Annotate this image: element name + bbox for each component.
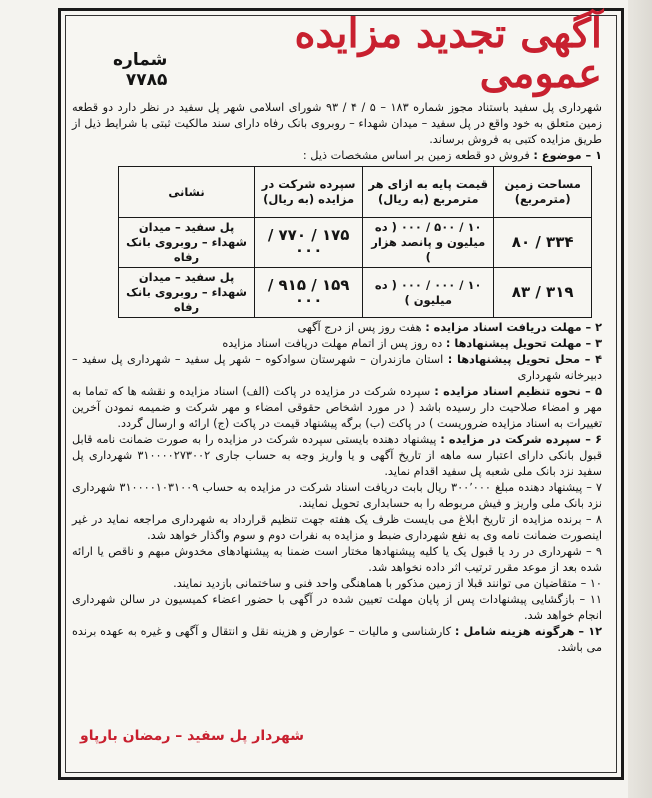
clause-4-text: استان مازندران – شهرستان سوادکوه – شهر پل سفید – شهرداری پل سفید – دبیرخانه شهرداری [72,353,602,382]
clause-5-text: سپرده شرکت در مزایده در پاکت (الف) اسناد مزایده و نقشه ها که تماما به مهر و امضاء صلاحیت دار رسیده باشد ( در مورد اشخاص حقوقی امضاء و مهر شرکت و ضمیمه نمودن آخرین تغییرات به اسناد مزایده ضروریست ) در پاکت (ب) برگه پیشنهاد قیمت در پاکت (ج) ارائه و ارسال گردد. [72,385,602,430]
table-header-area: مساحت زمین (مترمربع) [494,167,592,218]
clause-11: ۱۱ – بازگشایی پیشنهادات پس از پایان مهلت تعیین شده در آگهی با حضور اعضاء کمیسیون در سالن شهرداری انجام خواهد شد. [72,593,602,622]
table-cell-area: ۳۳۴ / ۸۰ [494,218,592,268]
clause-4 [72,352,602,384]
table-row [119,268,592,318]
clause-12 [72,624,602,656]
clause-10: ۱۰ – متقاضیان می توانند قبلا از زمین مذکور با هماهنگی واحد فنی و ساختمانی بازدید نمایند. [173,577,602,590]
clause-5-label: ۵ – نحوه تنظیم اسناد مزایده : [434,385,603,398]
table-header-address: نشانی [119,167,255,218]
clause-6-label: ۶ – سپرده شرکت در مزایده : [440,433,602,446]
land-table [118,166,592,318]
clause-3 [72,336,602,352]
clause-3-text: ده روز پس از اتمام مهلت دریافت اسناد مزایده [222,337,443,350]
clause-subject-label: ۱ – موضوع : [533,149,602,162]
table-cell-deposit: ۱۵۹ / ۹۱۵ / ۰۰۰ [255,268,363,318]
notice-header [70,10,602,97]
table-header-row [119,167,592,218]
clause-7: ۷ – پیشنهاد دهنده مبلغ ۳۰۰٬۰۰۰ ریال بابت دریافت اسناد شرکت در مزایده به حساب ۳۱۰۰۰۰۱۰۳۱۰۰۹ شهرداری نزد بانک ملی واریز و فیش مربوطه را به حسابداری تحویل نمایند. [72,481,602,510]
clause-12-label: ۱۲ – هرگونه هزینه شامل : [454,625,602,638]
clause-subject [72,148,602,164]
mayor-signature: شهردار پل سفید – رمضان بارپاو [80,728,305,744]
table-row [119,218,592,268]
clause-2-text: هفت روز پس از درج آگهی [297,321,422,334]
clause-6 [72,432,602,480]
adjacent-page-strip [628,0,652,798]
clause-6-text: پیشنهاد دهنده بایستی سپرده شرکت در مزایده را به صورت ضمانت نامه قابل قبول بانکی دارای اعتبار سه ماهه از تاریخ آگهی و یا واریز وجه به حساب جاری ۳۱۰۰۰۰۲۷۳۰۰۲ شهرداری پل سفید نزد بانک ملی شعبه پل سفید اقدام نماید. [72,433,602,478]
clause-2-label: ۲ – مهلت دریافت اسناد مزایده : [425,321,602,334]
table-cell-address: پل سفید – میدان شهداء – روبروی بانک رفاه [119,268,255,318]
notice-intro: شهرداری پل سفید باستناد مجوز شماره ۱۸۳ – ۵ / ۴ / ۹۳ شورای اسلامی شهر پل سفید در نظر دارد دو قطعه زمین متعلق به خود واقع در پل سفید – میدان شهداء – روبروی بانک رفاه دارای سند مالکیت ثبتی با شرایط ذیل از طریق مزایده کتبی به فروش برساند. [72,101,602,146]
clause-8: ۸ – برنده مزایده از تاریخ ابلاغ می بایست ظرف یک هفته جهت تنظیم قرارداد به شهرداری مراجعه نماید در غیر اینصورت ضمانت نامه وی به نفع شهرداری ضبط و مزایده به نفرات دوم و سوم واگذار خواهد شد. [72,513,602,542]
notice-title: آگهی تجدید مزایده عمومی [294,10,602,97]
notice-body [72,100,602,656]
clause-4-label: ۴ – محل تحویل پیشنهادها : [447,353,603,366]
clause-3-label: ۳ – مهلت تحویل پیشنهادها : [445,337,602,350]
clause-subject-text: فروش دو قطعه زمین بر اساس مشخصات ذیل : [302,149,530,162]
table-header-deposit: سپرده شرکت در مزایده (به ریال) [255,167,363,218]
table-cell-deposit: ۱۷۵ / ۷۷۰ / ۰۰۰ [255,218,363,268]
clause-9: ۹ – شهرداری در رد یا قبول یک یا کلیه پیشنهادها مختار است ضمنا به پیشنهادهای مخدوش مبهم و ناقص یا ارائه شده بعد از موعد مقرر ترتیب اثر داده نخواهد شد. [72,545,602,574]
table-cell-base-price: ۱۰ / ۵۰۰ / ۰۰۰ ( ده میلیون و پانصد هزار ) [363,218,494,268]
table-cell-area: ۳۱۹ / ۸۳ [494,268,592,318]
clause-12-text: کارشناسی و مالیات – عوارض و هزینه نقل و انتقال و آگهی و غیره به عهده برنده می باشد. [72,625,602,654]
table-header-base-price: قیمت پایه به ازای هر مترمربع (به ریال) [363,167,494,218]
clause-2 [72,320,602,336]
table-cell-address: پل سفید – میدان شهداء – روبروی بانک رفاه [119,218,255,268]
table-cell-base-price: ۱۰ / ۰۰۰ / ۰۰۰ ( ده میلیون ) [363,268,494,318]
clause-5 [72,384,602,432]
notice-number: شماره ۷۷۸۵ [113,50,168,90]
